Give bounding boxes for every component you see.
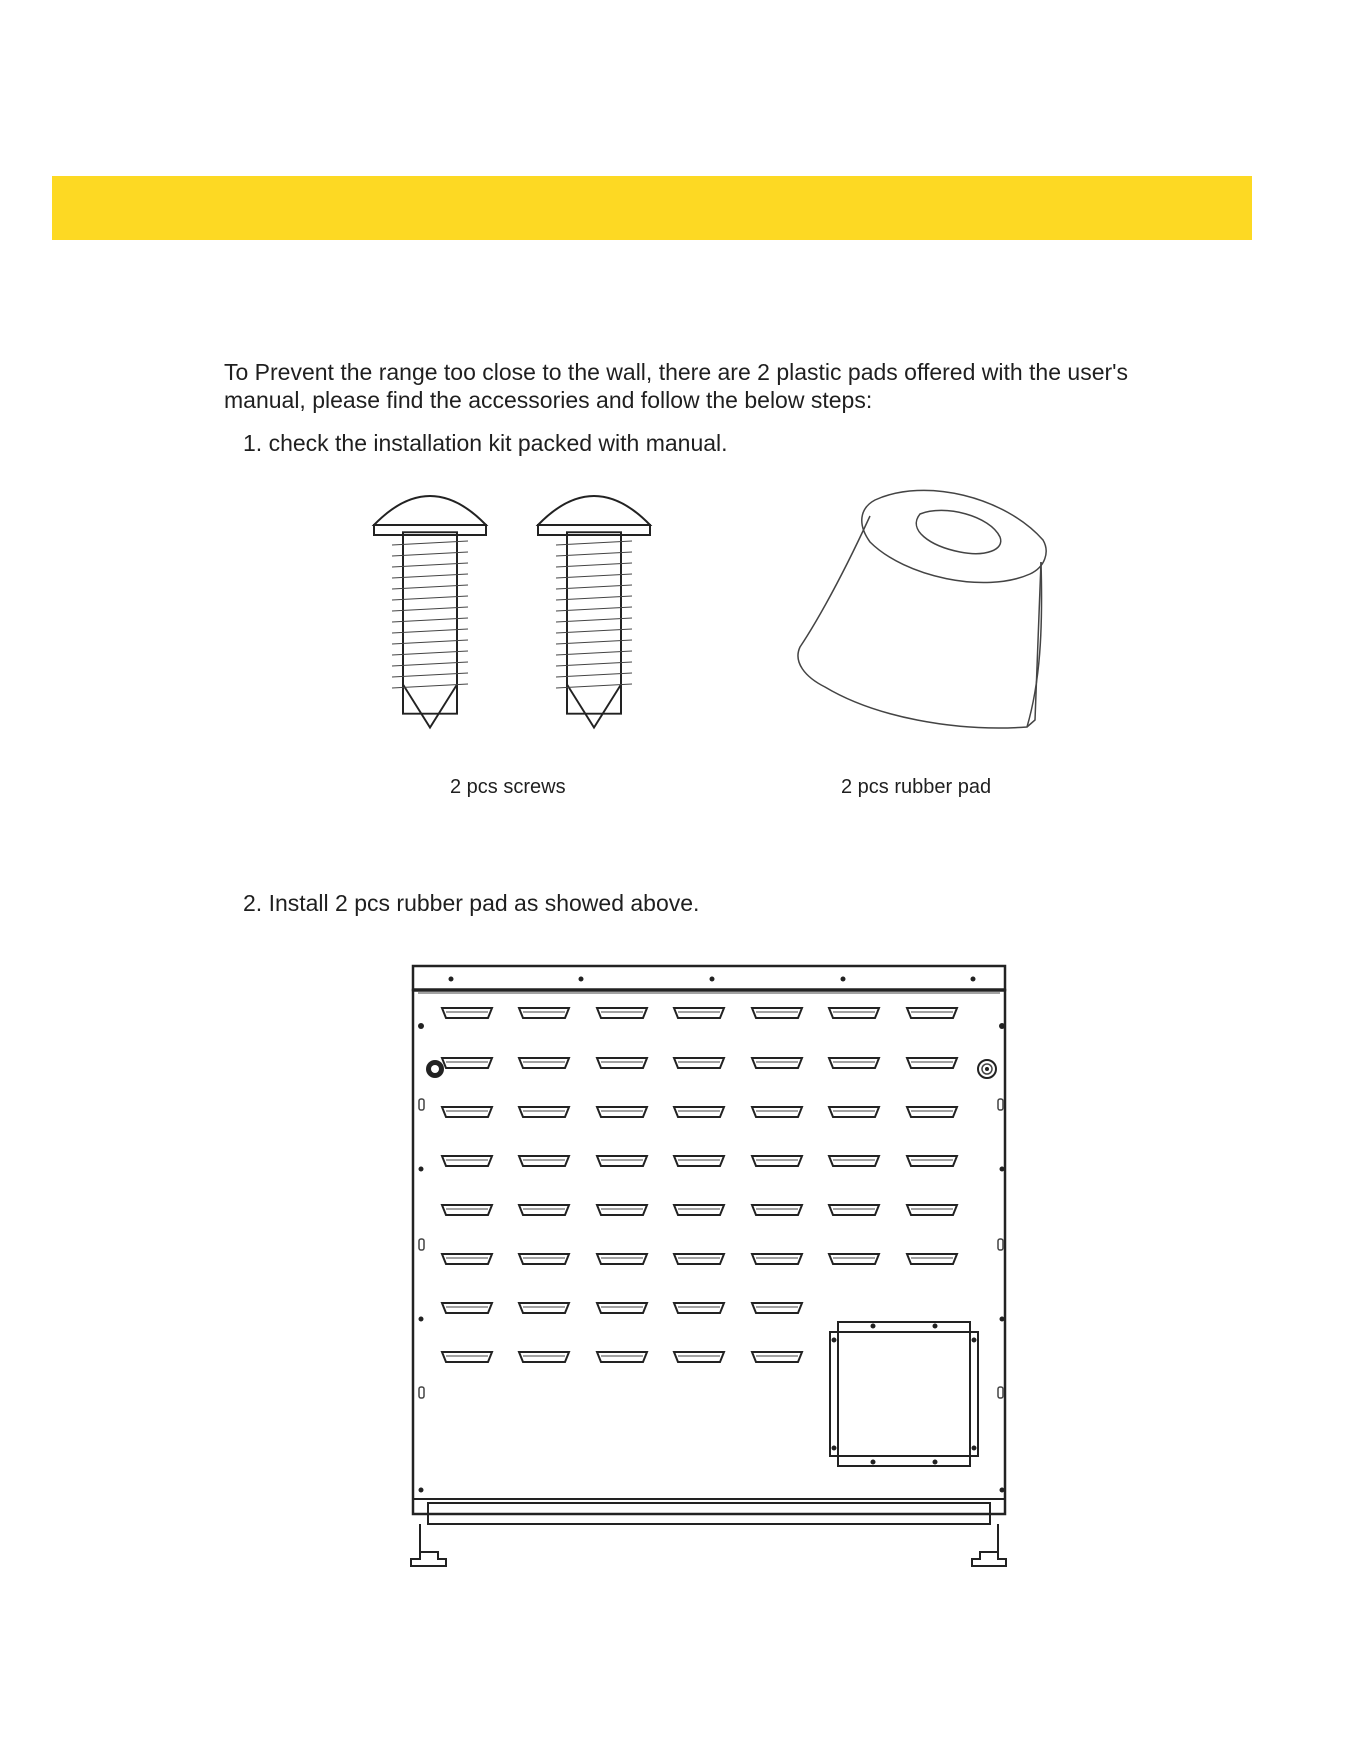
vent-slot	[519, 1107, 569, 1117]
vent-slot	[907, 1205, 957, 1215]
vent-slot	[752, 1205, 802, 1215]
vent-slot	[829, 1107, 879, 1117]
vent-slot	[597, 1254, 647, 1264]
vent-slot	[752, 1058, 802, 1068]
vent-slot	[597, 1205, 647, 1215]
vent-slot	[674, 1156, 724, 1166]
vent-slot	[829, 1254, 879, 1264]
vent-slot	[519, 1352, 569, 1362]
vent-slot	[519, 1058, 569, 1068]
vent-slot	[442, 1303, 492, 1313]
vent-slot	[597, 1352, 647, 1362]
vent-slot	[442, 1205, 492, 1215]
vent-slot	[674, 1107, 724, 1117]
vent-slot	[907, 1107, 957, 1117]
header-band	[52, 176, 1252, 240]
vent-slot	[752, 1156, 802, 1166]
screws-illustration	[370, 485, 660, 730]
caption-rubber-pad: 2 pcs rubber pad	[841, 776, 992, 798]
vent-slot	[597, 1303, 647, 1313]
vent-slot	[519, 1156, 569, 1166]
vent-slot	[674, 1008, 724, 1018]
vent-slot	[829, 1156, 879, 1166]
vent-slot	[752, 1303, 802, 1313]
vent-slot	[442, 1008, 492, 1018]
intro-paragraph: To Prevent the range too close to the wall, there are 2 plastic pads offered with the user's manual, please find the accessories and follow the below steps:	[224, 359, 1129, 413]
vent-slot	[519, 1303, 569, 1313]
range-back-panel-icon	[411, 966, 1006, 1566]
vent-slot	[907, 1254, 957, 1264]
vent-slot	[674, 1352, 724, 1362]
vent-slot	[519, 1008, 569, 1018]
vent-slot	[597, 1008, 647, 1018]
vent-slot	[442, 1058, 492, 1068]
vent-slot	[442, 1352, 492, 1362]
step-2-text: 2. Install 2 pcs rubber pad as showed above.	[243, 890, 700, 916]
vent-slot	[597, 1107, 647, 1117]
step-1-text: 1. check the installation kit packed with manual.	[243, 430, 728, 456]
vent-slot	[442, 1107, 492, 1117]
vent-slot	[674, 1303, 724, 1313]
vent-slot	[752, 1107, 802, 1117]
vent-slot	[752, 1254, 802, 1264]
vent-slot	[519, 1205, 569, 1215]
caption-screws: 2 pcs screws	[450, 776, 566, 798]
vent-slot	[674, 1058, 724, 1068]
vent-slot	[674, 1205, 724, 1215]
vent-slot	[597, 1156, 647, 1166]
screw-icon	[374, 496, 486, 728]
rubber-pad-icon	[798, 490, 1046, 728]
vent-slot	[519, 1254, 569, 1264]
vent-slot	[829, 1205, 879, 1215]
vent-slot	[829, 1058, 879, 1068]
vent-slot	[674, 1254, 724, 1264]
vent-slot	[752, 1352, 802, 1362]
vent-slot	[907, 1008, 957, 1018]
vent-slot	[442, 1254, 492, 1264]
vent-slot	[907, 1156, 957, 1166]
vent-slot	[752, 1008, 802, 1018]
vent-slot	[907, 1058, 957, 1068]
range-back-panel-illustration	[408, 962, 1014, 1570]
vent-slot	[829, 1008, 879, 1018]
rubber-pad-illustration	[795, 482, 1055, 737]
vent-slot	[597, 1058, 647, 1068]
vent-slot	[442, 1156, 492, 1166]
screw-icon	[538, 496, 650, 728]
